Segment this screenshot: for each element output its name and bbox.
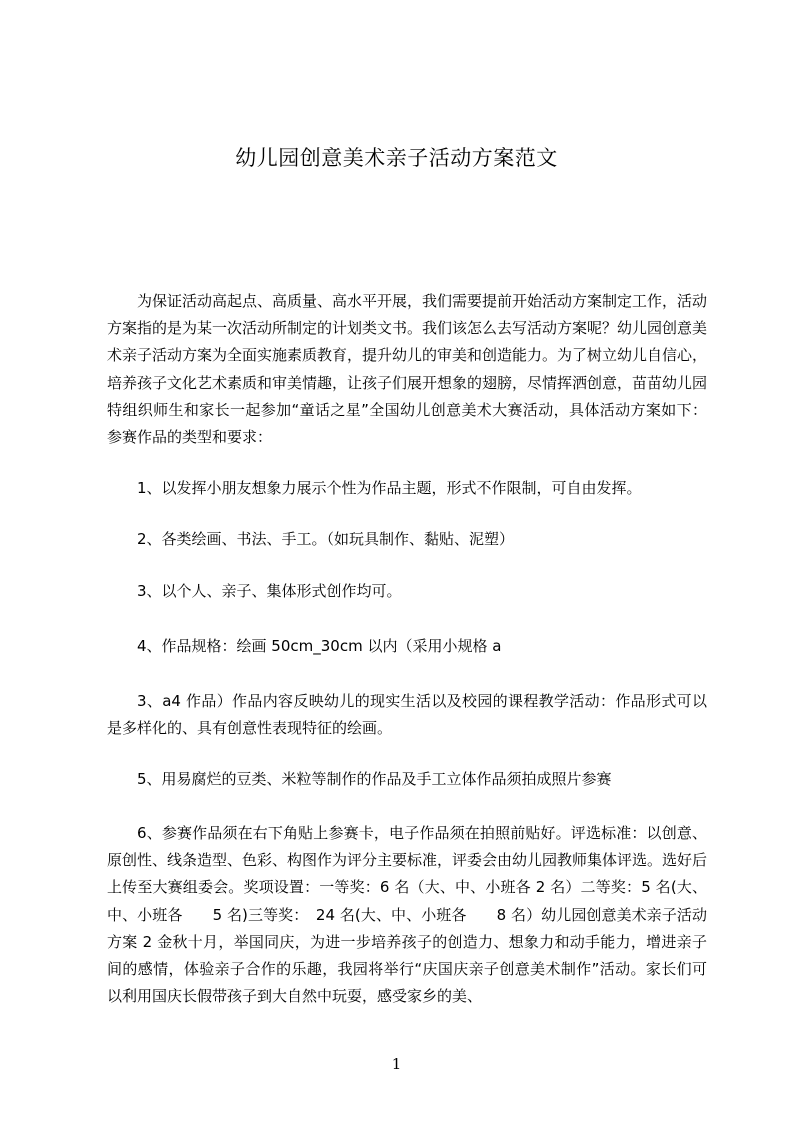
requirement-item-1: 1、以发挥小朋友想象力展示个性为作品主题，形式不作限制，可自由发挥。 — [137, 479, 642, 497]
requirement-item-4-continued: 3、a4 作品）作品内容反映幼儿的现实生活以及校园的课程教学活动：作品形式可以是多样化的、具有创意性表现特征的绘画。 — [107, 692, 707, 738]
requirement-item-3: 3、以个人、亲子、集体形式创作均可。 — [137, 582, 402, 600]
requirement-item-4: 4、作品规格：绘画 50cm_30cm 以内（采用小规格 a — [137, 637, 502, 655]
intro-paragraph: 为保证活动高起点、高质量、高水平开展，我们需要提前开始活动方案制定工作，活动方案指的是为某一次活动所制定的计划类文书。我们该怎么去写活动方案呢？幼儿园创意美术亲子活动方案为全面实施素质教育，提升幼儿的审美和创造能力。为了树立幼儿自信心，培养孩子文化艺术素质和审美情趣，让孩子们展开想象的翅膀，尽情挥洒创意，苗苗幼儿园特组织师生和家长一起参加“童话之星”全国幼儿创意美术大赛活动，具体活动方案如下：参赛作品的类型和要求： — [107, 292, 708, 447]
page-title: 幼儿园创意美术亲子活动方案范文 — [235, 146, 558, 170]
page-number: 1 — [391, 1055, 402, 1073]
requirement-item-5: 5、用易腐烂的豆类、米粒等制作的作品及手工立体作品须拍成照片参赛 — [137, 770, 612, 788]
requirement-item-2: 2、各类绘画、书法、手工。（如玩具制作、黏贴、泥塑） — [137, 530, 515, 548]
requirement-item-6: 6、参赛作品须在右下角贴上参赛卡，电子作品须在拍照前贴好。评选标准：以创意、原创性、线条造型、色彩、构图作为评分主要标准，评委会由幼儿园教师集体评选。选好后上传至大赛组委会。奖项设置：一等奖：6 名（大、中、小班各 2 名）二等奖：5 名(大、中、小班各 5 名)三等奖： 24 名(大、中、小班各 8 名）幼儿园创意美术亲子活动方案 2 金秋十月，举国同庆，为进一步培养孩子的创造力、想象力和动手能力，增进亲子间的感情，体验亲子合作的乐趣，我园将举行“庆国庆亲子创意美术制作”活动。家长们可以利用国庆长假带孩子到大自然中玩耍，感受家乡的美、 — [107, 824, 708, 1006]
